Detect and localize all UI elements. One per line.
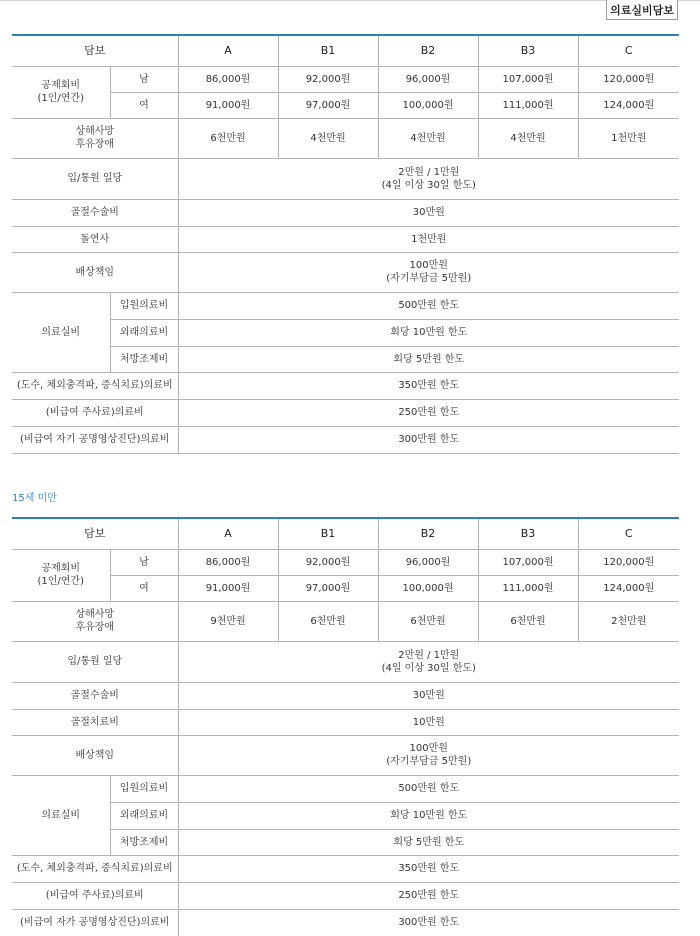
mri-row: [12, 909, 679, 936]
medical-expense-label: 의료실비: [12, 775, 110, 855]
outpatient-row: [12, 802, 679, 829]
injection-row: [12, 882, 679, 909]
premium-male-b2: 96,000원: [378, 549, 478, 575]
premium-female-b2: 100,000원: [378, 575, 478, 601]
header-plan-b1: B1: [278, 518, 378, 549]
outpatient-label: 외래의료비: [110, 319, 178, 346]
premium-female-b1: 97,000원: [278, 575, 378, 601]
sudden-death-label: 돌연사: [12, 226, 178, 252]
injection-label: (비급여 주사료)의료비: [12, 882, 178, 909]
sudden-death-value: 1천만원: [178, 226, 679, 252]
premium-female-b3: 111,000원: [478, 92, 578, 118]
premium-male-b1: 92,000원: [278, 549, 378, 575]
prescription-label: 처방조제비: [110, 829, 178, 855]
liability-row: [12, 735, 679, 775]
fracture-treatment-row: [12, 709, 679, 735]
fracture-treatment-value: 10만원: [178, 709, 679, 735]
outpatient-value: 회당 10만원 한도: [178, 802, 679, 829]
death-a: 6천만원: [178, 118, 278, 158]
death-c: 2천만원: [578, 601, 679, 641]
fracture-surgery-row: [12, 682, 679, 709]
fracture-treatment-label: 골절치료비: [12, 709, 178, 735]
fracture-surgery-value: 30만원: [178, 682, 679, 709]
death-disability-row: [12, 601, 679, 641]
prescription-value: 회당 5만원 한도: [178, 346, 679, 372]
daily-allowance-label: 입/통원 일당: [12, 641, 178, 682]
header-plan-c: C: [578, 35, 679, 66]
medical-expense-label: 의료실비: [12, 292, 110, 372]
death-b1: 4천만원: [278, 118, 378, 158]
outpatient-label: 외래의료비: [110, 802, 178, 829]
injection-row: [12, 399, 679, 426]
manual-therapy-value: 350만원 한도: [178, 855, 679, 882]
header-plan-b1: B1: [278, 35, 378, 66]
liability-row: [12, 252, 679, 292]
fracture-surgery-row: [12, 199, 679, 226]
header-plan-b3: B3: [478, 35, 578, 66]
injection-label: (비급여 주사료)의료비: [12, 399, 178, 426]
header-plan-b2: B2: [378, 518, 478, 549]
premium-label: 공제회비 (1인/연간): [12, 66, 110, 118]
daily-allowance-value: 2만원 / 1만원 (4일 이상 30일 한도): [178, 641, 679, 682]
premium-male-row: [12, 66, 679, 92]
manual-therapy-row: [12, 855, 679, 882]
fracture-surgery-label: 골절수술비: [12, 682, 178, 709]
premium-male-b2: 96,000원: [378, 66, 478, 92]
manual-therapy-row: [12, 372, 679, 399]
outpatient-row: [12, 319, 679, 346]
premium-female-row: [12, 575, 679, 601]
header-plan-b2: B2: [378, 35, 478, 66]
section-title-under-15: 15세 미만: [12, 493, 57, 504]
female-label: 여: [110, 92, 178, 118]
premium-female-c: 124,000원: [578, 92, 679, 118]
premium-male-row: [12, 549, 679, 575]
liability-label: 배상책임: [12, 735, 178, 775]
mri-row: [12, 426, 679, 453]
header-coverage: 담보: [12, 518, 178, 549]
daily-allowance-row: [12, 158, 679, 199]
coverage-table-general: [12, 34, 679, 454]
death-a: 9천만원: [178, 601, 278, 641]
premium-female-b3: 111,000원: [478, 575, 578, 601]
header-plan-b3: B3: [478, 518, 578, 549]
coverage-table-under-15: [12, 517, 679, 936]
female-label: 여: [110, 575, 178, 601]
premium-female-a: 91,000원: [178, 575, 278, 601]
death-b1: 6천만원: [278, 601, 378, 641]
male-label: 남: [110, 66, 178, 92]
premium-male-b1: 92,000원: [278, 66, 378, 92]
prescription-value: 회당 5만원 한도: [178, 829, 679, 855]
liability-value: 100만원 (자기부담금 5만원): [178, 735, 679, 775]
prescription-row: [12, 829, 679, 855]
medical-expense-coverage-tab[interactable]: 의료실비담보: [606, 0, 678, 20]
premium-female-a: 91,000원: [178, 92, 278, 118]
premium-male-c: 120,000원: [578, 66, 679, 92]
premium-female-row: [12, 92, 679, 118]
sudden-death-row: [12, 226, 679, 252]
mri-label: (비급여 자가 공명영상진단)의료비: [12, 909, 178, 936]
mri-value: 300만원 한도: [178, 426, 679, 453]
premium-male-a: 86,000원: [178, 549, 278, 575]
header-row: [12, 518, 679, 549]
premium-female-b1: 97,000원: [278, 92, 378, 118]
premium-label: 공제회비 (1인/연간): [12, 549, 110, 601]
death-disability-label: 상해사망 후유장애: [12, 601, 178, 641]
death-b3: 6천만원: [478, 601, 578, 641]
liability-label: 배상책임: [12, 252, 178, 292]
daily-allowance-value: 2만원 / 1만원 (4일 이상 30일 한도): [178, 158, 679, 199]
manual-therapy-label: (도수, 체외충격파, 증식치료)의료비: [12, 372, 178, 399]
injection-value: 250만원 한도: [178, 882, 679, 909]
liability-value: 100만원 (자기부담금 5만원): [178, 252, 679, 292]
premium-male-c: 120,000원: [578, 549, 679, 575]
premium-male-b3: 107,000원: [478, 549, 578, 575]
header-row: [12, 35, 679, 66]
death-b2: 4천만원: [378, 118, 478, 158]
manual-therapy-value: 350만원 한도: [178, 372, 679, 399]
premium-male-a: 86,000원: [178, 66, 278, 92]
inpatient-label: 입원의료비: [110, 775, 178, 802]
death-disability-row: [12, 118, 679, 158]
manual-therapy-label: (도수, 체외충격파, 증식치료)의료비: [12, 855, 178, 882]
prescription-label: 처방조제비: [110, 346, 178, 372]
prescription-row: [12, 346, 679, 372]
death-disability-label: 상해사망 후유장애: [12, 118, 178, 158]
injection-value: 250만원 한도: [178, 399, 679, 426]
inpatient-label: 입원의료비: [110, 292, 178, 319]
death-c: 1천만원: [578, 118, 679, 158]
header-coverage: 담보: [12, 35, 178, 66]
daily-allowance-row: [12, 641, 679, 682]
death-b3: 4천만원: [478, 118, 578, 158]
inpatient-row: [12, 292, 679, 319]
mri-label: (비급여 자기 공명영상진단)의료비: [12, 426, 178, 453]
male-label: 남: [110, 549, 178, 575]
inpatient-value: 500만원 한도: [178, 775, 679, 802]
premium-female-b2: 100,000원: [378, 92, 478, 118]
premium-male-b3: 107,000원: [478, 66, 578, 92]
fracture-surgery-value: 30만원: [178, 199, 679, 226]
daily-allowance-label: 입/통원 일당: [12, 158, 178, 199]
premium-female-c: 124,000원: [578, 575, 679, 601]
header-plan-a: A: [178, 518, 278, 549]
outpatient-value: 회당 10만원 한도: [178, 319, 679, 346]
inpatient-value: 500만원 한도: [178, 292, 679, 319]
header-plan-c: C: [578, 518, 679, 549]
header-plan-a: A: [178, 35, 278, 66]
death-b2: 6천만원: [378, 601, 478, 641]
fracture-surgery-label: 골절수술비: [12, 199, 178, 226]
top-divider: [0, 0, 700, 1]
mri-value: 300만원 한도: [178, 909, 679, 936]
inpatient-row: [12, 775, 679, 802]
